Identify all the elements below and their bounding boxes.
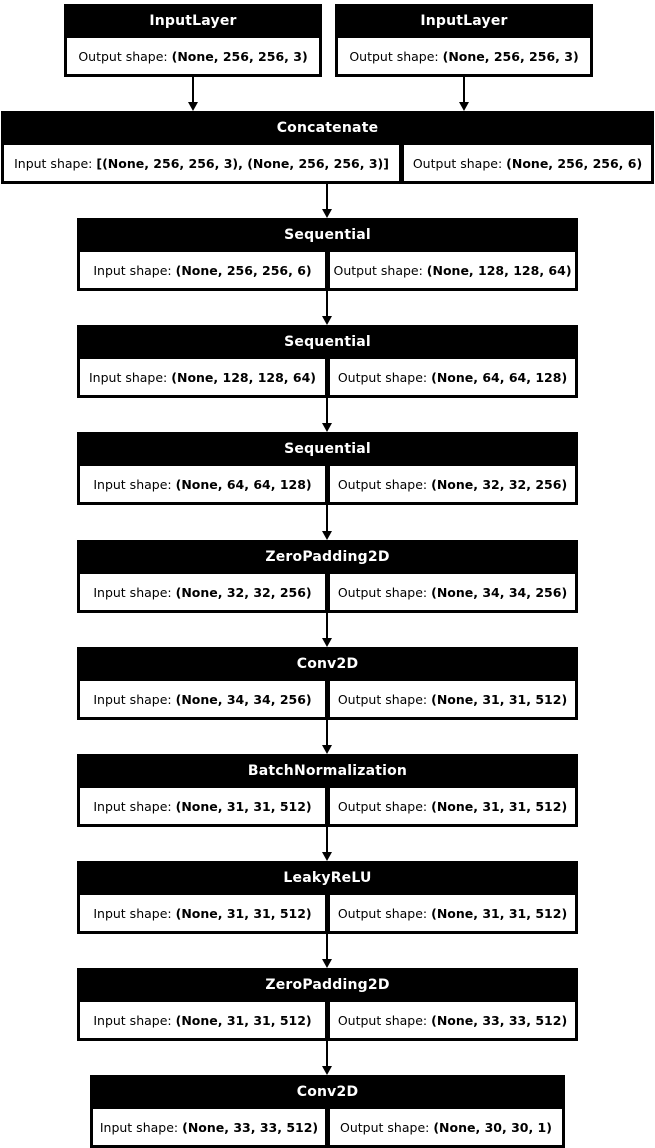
shape-value: [(None, 256, 256, 3), (None, 256, 256, 3)]	[96, 155, 389, 171]
shape-value: (None, 256, 256, 6)	[175, 262, 312, 278]
node-zero-padding2d-1	[77, 540, 578, 613]
shape-value: (None, 256, 256, 6)	[506, 155, 643, 171]
input-shape-cell	[80, 359, 325, 395]
shape-label: Output shape:	[412, 155, 503, 171]
shape-label: Input shape:	[93, 476, 172, 492]
layer-title: Conv2D	[296, 656, 359, 672]
arrowhead-down-icon	[322, 852, 332, 861]
input-shape-cell	[80, 466, 325, 502]
shape-label: Input shape:	[93, 584, 172, 600]
edge-arrow-input1-concatenate	[187, 77, 199, 111]
shape-value: (None, 31, 31, 512)	[431, 691, 568, 707]
input-shape-cell	[80, 788, 325, 824]
edge-arrow-sequential1-sequential2	[321, 291, 333, 325]
shape-label: Output shape:	[337, 798, 428, 814]
edge-arrow-batchnorm-leakyrelu	[321, 827, 333, 861]
shape-value: (None, 32, 32, 256)	[431, 476, 568, 492]
shape-value: (None, 34, 34, 256)	[431, 584, 568, 600]
shape-label: Input shape:	[93, 691, 172, 707]
arrowhead-down-icon	[322, 745, 332, 754]
node-sequential-2	[77, 325, 578, 398]
input-shape-cell	[80, 252, 325, 288]
arrowhead-down-icon	[322, 1066, 332, 1075]
shape-label: Output shape:	[337, 584, 428, 600]
layer-title: LeakyReLU	[283, 870, 372, 886]
node-conv2d-2	[90, 1075, 565, 1148]
arrowhead-down-icon	[322, 423, 332, 432]
shape-label: Output shape:	[337, 476, 428, 492]
layer-title: Sequential	[284, 334, 371, 350]
output-shape-cell	[404, 145, 651, 181]
node-input-layer-1	[64, 4, 322, 77]
layer-title: ZeroPadding2D	[265, 549, 390, 565]
input-shape-cell	[80, 681, 325, 717]
shape-label: Input shape:	[93, 1012, 172, 1028]
layer-title: Conv2D	[296, 1084, 359, 1100]
layer-title: Concatenate	[276, 120, 379, 136]
node-conv2d-1	[77, 647, 578, 720]
input-shape-cell	[4, 145, 399, 181]
node-sequential-3	[77, 432, 578, 505]
shape-label: Input shape:	[93, 262, 172, 278]
arrowhead-down-icon	[322, 959, 332, 968]
shape-label: Output shape:	[349, 48, 439, 64]
layer-title: InputLayer	[420, 13, 508, 29]
shape-label: Output shape:	[337, 369, 428, 385]
shape-label: Output shape:	[337, 691, 428, 707]
input-shape-cell	[80, 895, 325, 931]
shape-label: Input shape:	[99, 1119, 179, 1135]
shape-label: Output shape:	[333, 262, 423, 278]
shape-value: (None, 33, 33, 512)	[182, 1119, 319, 1135]
shape-value: (None, 31, 31, 512)	[175, 1012, 312, 1028]
shape-value: (None, 32, 32, 256)	[175, 584, 312, 600]
shape-label: Output shape:	[340, 1119, 430, 1135]
shape-value: (None, 33, 33, 512)	[431, 1012, 568, 1028]
shape-label: Input shape:	[89, 369, 168, 385]
shape-label: Input shape:	[93, 905, 172, 921]
shape-value: (None, 30, 30, 1)	[433, 1119, 552, 1135]
node-batch-normalization	[77, 754, 578, 827]
shape-value: (None, 31, 31, 512)	[175, 905, 312, 921]
node-sequential-1	[77, 218, 578, 291]
input-shape-cell	[80, 1002, 325, 1038]
arrowhead-down-icon	[322, 316, 332, 325]
shape-label: Output shape:	[337, 1012, 428, 1028]
edge-arrow-zeropadding1-conv2d1	[321, 613, 333, 647]
output-shape-cell	[330, 1109, 562, 1145]
arrowhead-down-icon	[188, 102, 198, 111]
shape-label: Input shape:	[14, 155, 93, 171]
node-concatenate	[1, 111, 654, 184]
edge-arrow-leakyrelu-zeropadding2	[321, 934, 333, 968]
output-shape-cell	[330, 252, 575, 288]
node-zero-padding2d-2	[77, 968, 578, 1041]
shape-label: Output shape:	[337, 905, 428, 921]
layer-title: Sequential	[284, 227, 371, 243]
arrowhead-down-icon	[459, 102, 469, 111]
input-shape-cell	[80, 574, 325, 610]
shape-value: (None, 34, 34, 256)	[175, 691, 312, 707]
output-shape-cell	[330, 466, 575, 502]
layer-title: ZeroPadding2D	[265, 977, 390, 993]
arrowhead-down-icon	[322, 209, 332, 218]
shape-label: Input shape:	[93, 798, 172, 814]
output-shape-cell	[330, 681, 575, 717]
shape-value: (None, 31, 31, 512)	[175, 798, 312, 814]
layer-title: Sequential	[284, 441, 371, 457]
edge-arrow-concatenate-sequential1	[321, 184, 333, 218]
shape-value: (None, 31, 31, 512)	[431, 905, 568, 921]
edge-arrow-zeropadding2-conv2d2	[321, 1041, 333, 1075]
shape-value: (None, 31, 31, 512)	[431, 798, 568, 814]
shape-value: (None, 256, 256, 3)	[171, 48, 308, 64]
output-shape-cell	[338, 38, 590, 74]
layer-title: InputLayer	[149, 13, 237, 29]
shape-value: (None, 128, 128, 64)	[171, 369, 316, 385]
node-leaky-relu	[77, 861, 578, 934]
input-shape-cell	[93, 1109, 325, 1145]
arrowhead-down-icon	[322, 531, 332, 540]
shape-value: (None, 64, 64, 128)	[431, 369, 568, 385]
edge-arrow-sequential3-zeropadding1	[321, 505, 333, 540]
shape-label: Output shape:	[78, 48, 168, 64]
output-shape-cell	[330, 574, 575, 610]
arrowhead-down-icon	[322, 638, 332, 647]
layer-title: BatchNormalization	[247, 763, 408, 779]
node-input-layer-2	[335, 4, 593, 77]
shape-value: (None, 64, 64, 128)	[175, 476, 312, 492]
edge-arrow-sequential2-sequential3	[321, 398, 333, 432]
output-shape-cell	[330, 895, 575, 931]
output-shape-cell	[330, 788, 575, 824]
shape-value: (None, 128, 128, 64)	[426, 262, 572, 278]
edge-arrow-input2-concatenate	[458, 77, 470, 111]
shape-value: (None, 256, 256, 3)	[442, 48, 579, 64]
edge-arrow-conv2d1-batchnorm	[321, 720, 333, 754]
output-shape-cell	[330, 359, 575, 395]
output-shape-cell	[330, 1002, 575, 1038]
output-shape-cell	[67, 38, 319, 74]
